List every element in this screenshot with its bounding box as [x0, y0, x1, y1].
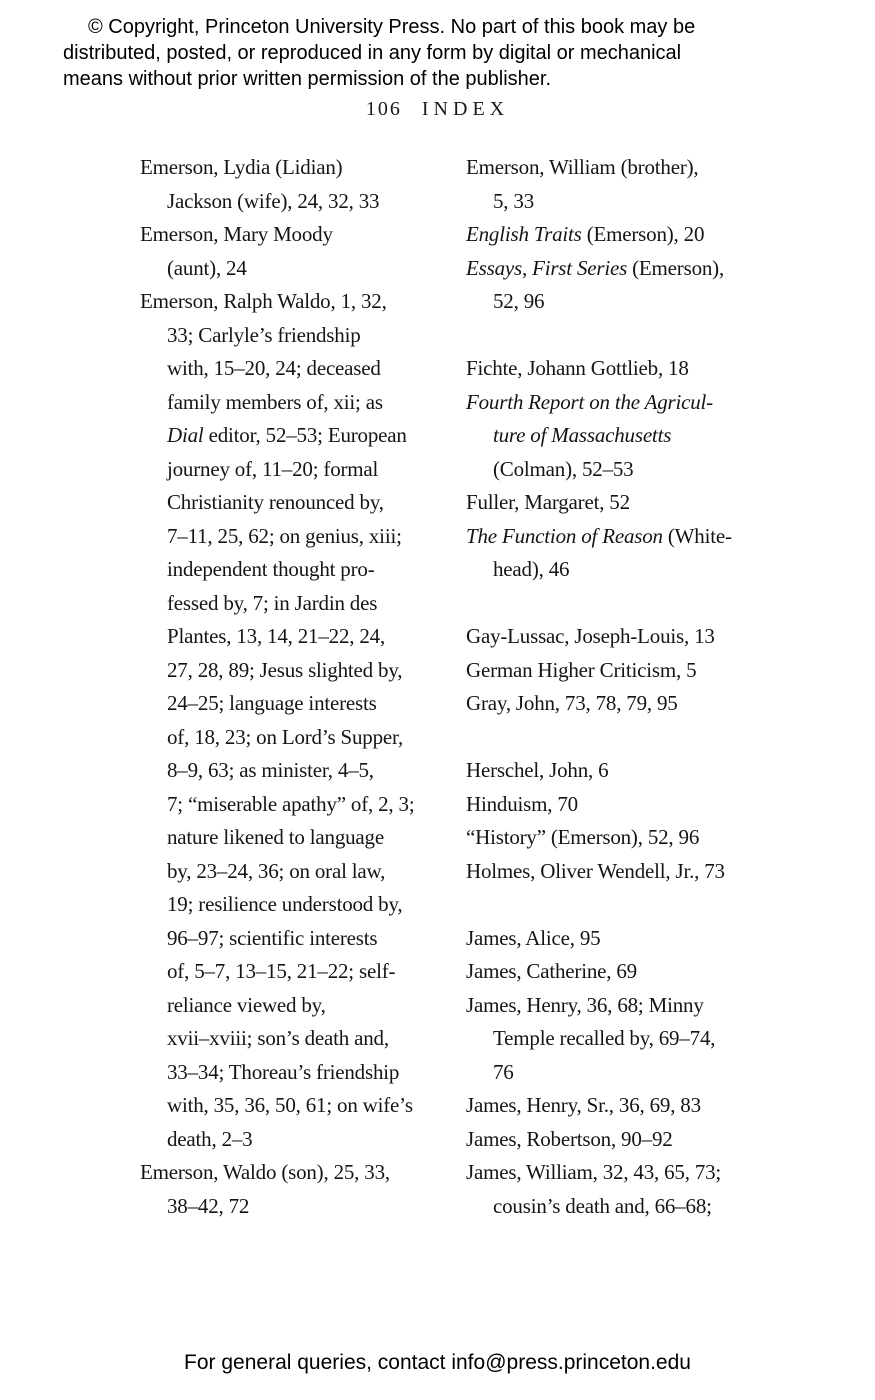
index-entry-line: cousin’s death and, 66–68;	[493, 1193, 712, 1218]
index-entry-line: Herschel, John, 6	[466, 758, 609, 782]
index-entry-line: nature likened to language	[167, 825, 384, 849]
index-blank-line	[466, 888, 801, 922]
index-entry-line: Emerson, Mary Moody	[140, 222, 333, 246]
index-entry-line: 76	[493, 1059, 514, 1084]
index-entry-line: 24–25; language interests	[167, 691, 377, 715]
index-entry-line: head), 46	[493, 557, 570, 581]
index-entry-line: Dial editor, 52–53; European	[167, 423, 407, 447]
index-entry-line: 7–11, 25, 62; on genius, xiii;	[167, 523, 402, 548]
index-entry-line: Emerson, Lydia (Lidian)	[140, 155, 343, 179]
copyright-line: © Copyright, Princeton University Press. No part of this book may be	[88, 16, 696, 38]
index-entry-line: Christianity renounced by,	[167, 490, 384, 514]
index-entry-line: 7; “miserable apathy” of, 2, 3;	[167, 791, 415, 816]
index-entry-line: Fuller, Margaret, 52	[466, 490, 630, 514]
index-entry-line: James, Catherine, 69	[466, 959, 637, 983]
index-entry-line: Emerson, William (brother),	[466, 155, 699, 179]
index-entry-line: 33–34; Thoreau’s friendship	[167, 1059, 400, 1084]
index-entry-line: James, Alice, 95	[466, 925, 601, 950]
index-entry-line: death, 2–3	[167, 1126, 253, 1151]
index-entry-line: reliance viewed by,	[167, 992, 326, 1017]
copyright-notice	[63, 14, 823, 92]
index-entry-line: independent thought pro-	[167, 557, 375, 581]
copyright-line: distributed, posted, or reproduced in any form by digital or mechanical	[63, 42, 682, 64]
index-entry-line: 5, 33	[493, 188, 535, 213]
index-entry-line: 52, 96	[493, 289, 545, 313]
footer-contact-text: For general queries, contact info@press.princeton.edu	[184, 1351, 691, 1374]
index-entry-line: 96–97; scientific interests	[167, 925, 378, 950]
index-entry-line: Emerson, Ralph Waldo, 1, 32,	[140, 289, 387, 313]
index-entry-line: family members of, xii; as	[167, 389, 383, 414]
index-entry-line: The Function of Reason (White-	[466, 523, 732, 548]
index-entry-line: Temple recalled by, 69–74,	[493, 1026, 716, 1050]
index-blank-line	[466, 721, 801, 755]
index-entry-line: 33; Carlyle’s friendship	[167, 322, 361, 347]
index-entry-line: Gay-Lussac, Joseph-Louis, 13	[466, 624, 715, 648]
index-blank-line	[466, 319, 801, 353]
index-entry-line: Holmes, Oliver Wendell, Jr., 73	[466, 858, 725, 883]
index-entry-line: with, 15–20, 24; deceased	[167, 356, 381, 380]
index-column-right	[466, 151, 801, 1223]
index-entry-line: German Higher Criticism, 5	[466, 657, 697, 682]
index-entry-line: Gray, John, 73, 78, 79, 95	[466, 691, 678, 715]
index-entry-line: Fourth Report on the Agricul-	[466, 389, 713, 414]
index-title: INDEX	[421, 98, 510, 120]
page-number: 106	[365, 98, 402, 120]
index-entry-line: Hinduism, 70	[466, 791, 578, 816]
index-column-left	[140, 151, 475, 1223]
index-entry-line: James, Henry, 36, 68; Minny	[466, 992, 704, 1017]
index-entry-line: English Traits (Emerson), 20	[466, 222, 705, 246]
index-entry-line: of, 18, 23; on Lord’s Supper,	[167, 724, 404, 749]
copyright-line: means without prior written permission of the publisher.	[63, 68, 552, 90]
index-entry-line: journey of, 11–20; formal	[167, 456, 379, 481]
index-blank-line	[466, 587, 801, 621]
index-entry-line: Fichte, Johann Gottlieb, 18	[466, 356, 689, 380]
index-entry-line: (Colman), 52–53	[493, 456, 634, 481]
index-entry-line: 38–42, 72	[167, 1193, 250, 1218]
index-entry-line: 8–9, 63; as minister, 4–5,	[167, 758, 374, 782]
index-entry-line: of, 5–7, 13–15, 21–22; self-	[167, 959, 396, 983]
index-entry-line: Plantes, 13, 14, 21–22, 24,	[167, 624, 386, 648]
index-entry-line: ture of Massachusetts	[493, 423, 672, 447]
index-entry-line: (aunt), 24	[167, 255, 247, 280]
running-head	[0, 98, 875, 121]
index-entry-line: with, 35, 36, 50, 61; on wife’s	[167, 1093, 413, 1117]
index-entry-line: James, Henry, Sr., 36, 69, 83	[466, 1093, 701, 1117]
index-entry-line: James, William, 32, 43, 65, 73;	[466, 1160, 722, 1184]
index-entry-line: xvii–xviii; son’s death and,	[167, 1026, 389, 1050]
index-entry-line: 27, 28, 89; Jesus slighted by,	[167, 657, 403, 682]
index-entry-line: by, 23–24, 36; on oral law,	[167, 858, 386, 883]
index-entry-line: James, Robertson, 90–92	[466, 1126, 673, 1151]
index-entry-line: 19; resilience understood by,	[167, 892, 403, 916]
index-entry-line: “History” (Emerson), 52, 96	[466, 825, 700, 849]
index-entry-line: Emerson, Waldo (son), 25, 33,	[140, 1160, 390, 1184]
index-entry-line: Essays, First Series (Emerson),	[466, 255, 725, 280]
index-entry-line: fessed by, 7; in Jardin des	[167, 590, 378, 615]
index-entry-line: Jackson (wife), 24, 32, 33	[167, 188, 380, 213]
